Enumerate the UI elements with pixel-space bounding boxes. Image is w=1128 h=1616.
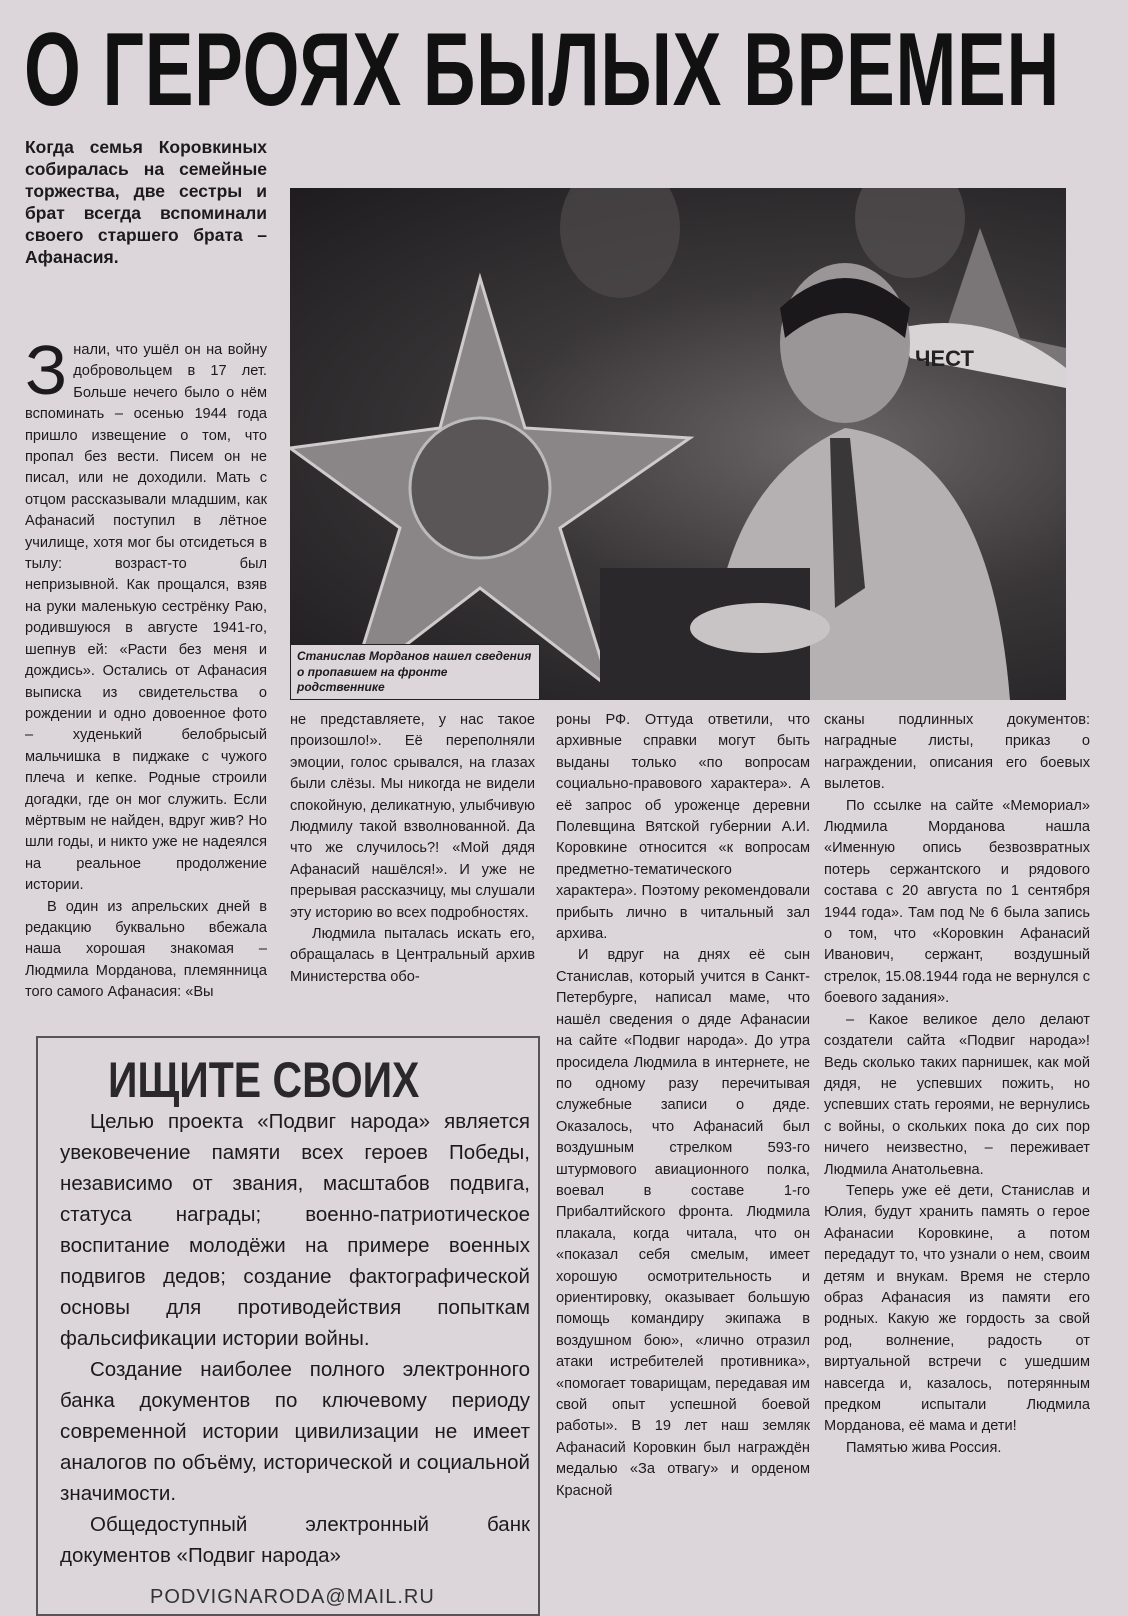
sidebar-box <box>36 1036 540 1616</box>
article-paragraph: По ссылке на сайте «Мемориал» Людмила Морданова нашла «Именную опись безвозвратных потерь сержантского и рядового состава с 20 августа по 1 сентября 1944 года». Там под № 6 была запись о том, что «Коровкин Афанасий Иванович, сержант, воздушный стрелок, 15.08.1944 года не вернулся с боевого задания». <box>824 797 1090 1007</box>
article-column-3 <box>556 710 810 1502</box>
article-paragraph: не представляете, у нас такое произошло!». Её переполняли эмоции, голос срывался, на глазах были слёзы. Мы никогда не видели спокойную, деликатную, улыбчивую Людмилу такой взволнованной. Да что же случилось?! «Мой дядя Афанасий нашёлся!». И уже не прерывая рассказчицу, мы слушали эту историю во всех подробностях. <box>290 712 535 921</box>
lead-paragraph: Когда семья Коровкиных собиралась на семейные торжества, две сестры и брат всегда вспоминали своего старшего брата – Афанасия. <box>25 137 267 267</box>
article-closing-line: Памятью жива Россия. <box>846 1439 1002 1456</box>
article-column-4 <box>824 710 1090 1459</box>
sidebar-box-paragraph: Целью проекта «Подвиг народа» является увековечение памяти всех героев Победы, независимо от звания, масштабов подвига, статуса награды; военно-патриотическое воспитание молодёжи на примере военных подвигов дедов; создание фактографической основы для противодействия попыткам фальсификации истории войны. <box>60 1110 530 1350</box>
badge-text: ЧЕСТ <box>915 346 974 371</box>
headline: О ГЕРОЯХ БЫЛЫХ ВРЕМЕН <box>24 12 1060 128</box>
article-paragraph: – Какое великое дело делают создатели сайта «Подвиг народа»! Ведь сколько таких парнишек, как мой дядя, не успевших пожить, но успевших стать героями, не вернулись с войны, о скольких пока до сих пор ничего неизвестно, – переживает Людмила Анатольевна. <box>824 1011 1090 1178</box>
drop-cap: З <box>25 331 68 409</box>
photo-illustration <box>290 188 1066 700</box>
contact-email: PODVIGNARODA@MAIL.RU <box>150 1586 435 1608</box>
article-paragraph: роны РФ. Оттуда ответили, что архивные справки могут быть выданы только «по вопросам социально-правового характера». А её запрос об уроженце деревни Полевщина Вятской губернии А.И. Коровкине относится «к вопросам предметно-тематического характера». Поэтому рекомендовали прибыть лично в читальный зал архива. <box>556 712 810 943</box>
article-paragraph: В один из апрельских дней в редакцию буквально вбежала наша хорошая знакомая – Людмила Морданова, племянница того самого Афанасия: «Вы <box>25 898 267 1001</box>
article-paragraph: Людмила пыталась искать его, обращалась в Центральный архив Министерства обо- <box>290 926 535 985</box>
article-column-1 <box>25 331 267 1004</box>
sidebar-box-paragraph: Общедоступный электронный банк документов «Подвиг народа» <box>60 1513 530 1567</box>
article-paragraph: Теперь уже её дети, Станислав и Юлия, будут хранить память о герое Афанасии Коровкине, а потом передадут то, что узнали о нем, своим детям и внукам. Время не стерло образ Афанасия из памяти его родных. Какую же гордость за свой род, волнение, радость от виртуальной встречи с ушедшим навсегда и, казалось, потерянным предком испытали Людмила Морданова, её мама и дети! <box>824 1182 1090 1435</box>
article-column-2 <box>290 710 535 988</box>
article-paragraph: Знали, что ушёл он на войну добровольцем в 17 лет. Больше нечего было о нём вспоминать – осенью 1944 года пришло извещение о том, что пропал без вести. Писем он не писал, или не доходили. Мать с отцом рассказывали младшим, как Афанасий поступил в лётное училище, хотя мог бы отсидеться в тылу: возраст-то был непризывной. Как прощался, взяв на руки маленькую сестрёнку Раю, родившуюся в августе 1941-го, шепнув ей: «Расти без меня и дождись». Остались от Афанасия выписка из свидетельства о рождении и одно довоенное фото – худенький белобрысый мальчишка в пиджаке с чужого плеча и кепке. Родные строили догадки, где он мог служить. Если мёртвым не найден, вдруг жив? Но шли годы, и никто уже не надеялся на реальное продолжение истории. <box>25 331 267 894</box>
sidebar-box-paragraph: Создание наиболее полного электронного банка документов по ключевому периоду современной истории цивилизации не имеет аналогов по объёму, исторической и социальной значимости. <box>60 1358 530 1505</box>
sidebar-box-title: ИЩИТЕ СВОИХ <box>108 1052 420 1108</box>
article-paragraph: И вдруг на днях её сын Станислав, который учится в Санкт-Петербурге, написал маме, что нашёл сведения о дяде Афанасии на сайте «Подвиг народа». До утра просидела Людмила в интернете, не по одному разу перечитывая служебные записи о дяде. Оказалось, что Афанасий был воздушным стрелком 593-го штурмового авиационного полка, воевал в составе 1-го Прибалтийского фронта. Людмила плакала, когда читала, что он «показал себя смелым, имеет хорошую осмотрительность и ориентировку, оказывает большую помощь командиру экипажа в воздушном бою», «лично отразил атаки истребителей противника», «помогает товарищам, передавая им свой опыт успешной боевой работы». В 19 лет наш земляк Афанасий Коровкин был награждён медалью «За отвагу» и орденом Красной <box>556 947 810 1499</box>
article-paragraph: сканы подлинных документов: наградные листы, приказ о награждении, описания его боевых вылетов. <box>824 712 1090 793</box>
article-photo <box>290 188 1066 700</box>
photo-caption: Станислав Морданов нашел сведения о пропавшем на фронте родственнике <box>290 644 540 700</box>
